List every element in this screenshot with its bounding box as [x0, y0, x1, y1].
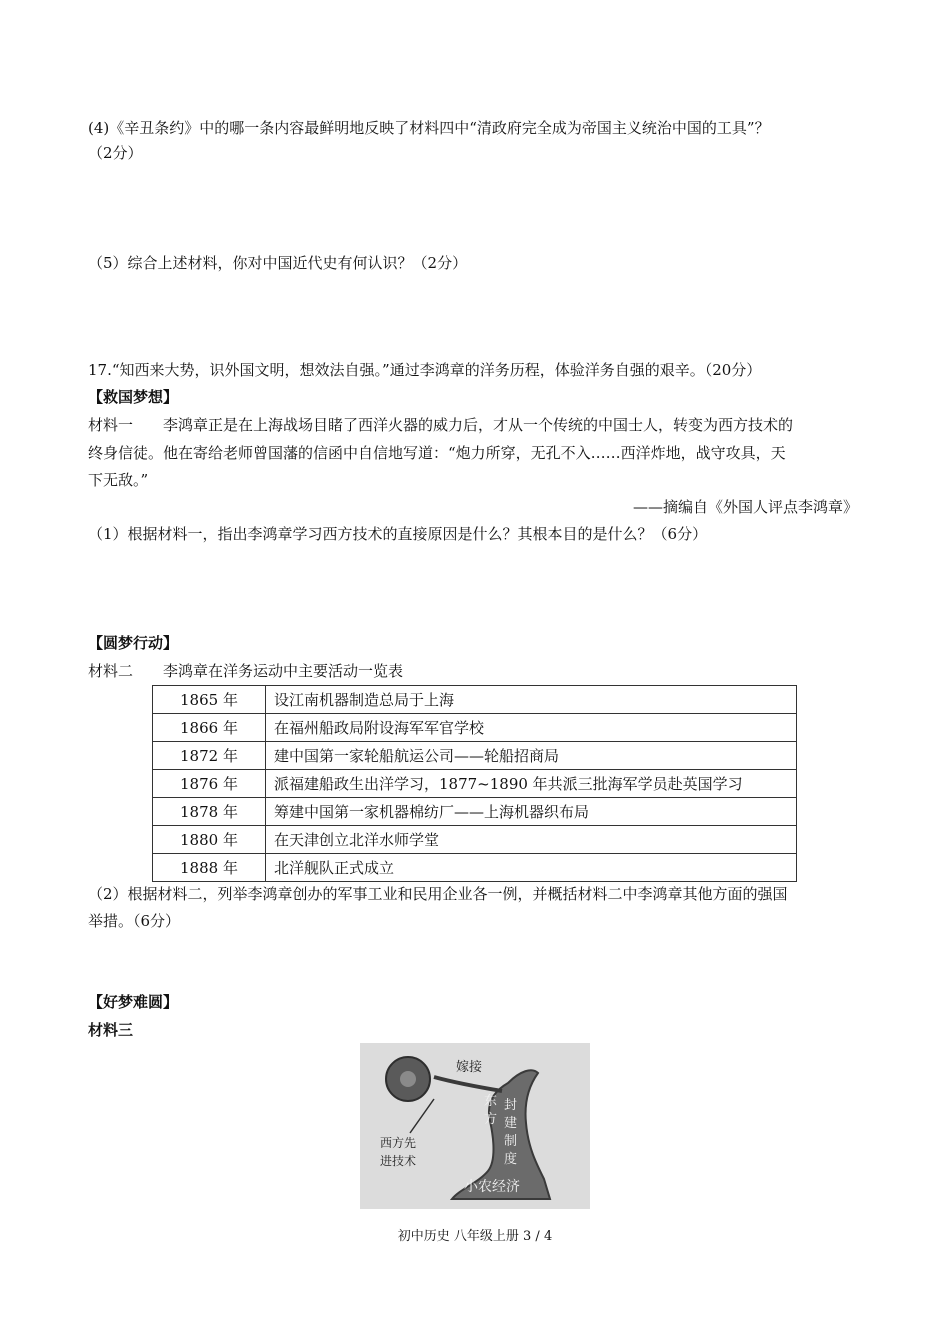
label-feudal-4: 度 — [504, 1152, 518, 1167]
flower-center — [400, 1071, 416, 1087]
table-cell-event: 在福州船政局附设海军军官学校 — [266, 714, 797, 742]
q16-sub4-line1: (4)《辛丑条约》中的哪一条内容最鲜明地反映了材料四中“清政府完全成为帝国主义统治中国的工具”？ — [88, 119, 770, 137]
material1-source: ——摘编自《外国人评点李鸿章》 — [632, 498, 858, 516]
grafting-cartoon — [360, 1043, 590, 1209]
table-cell-year: 1876 年 — [153, 770, 266, 798]
label-base: 小农经济 — [464, 1179, 520, 1195]
q17-sub2-line1: （2）根据材料二，列举李鸿章创办的军事工业和民用企业各一例，并概括材料二中李鸿章其他方面的强国 — [88, 885, 788, 903]
label-east-2: 方 — [484, 1112, 498, 1127]
table-row — [153, 686, 797, 714]
material1-line2: 终身信徒。他在寄给老师曾国藩的信函中自信地写道：“炮力所穿，无孔不入……西洋炸地，战守攻具，天 — [88, 444, 786, 462]
q17-stem: 17.“知西来大势，识外国文明，想效法自强。”通过李鸿章的洋务历程，体验洋务自强的艰辛。（20分） — [88, 361, 762, 379]
material1-line3: 下无敌。” — [88, 471, 149, 489]
q16-sub4-line2: （2分） — [88, 144, 143, 162]
material1-line1: 材料一 李鸿章正是在上海战场目睹了西洋火器的威力后，才从一个传统的中国士人，转变为西方技术的 — [88, 416, 794, 434]
table-row — [153, 742, 797, 770]
material3-title: 材料三 — [88, 1021, 134, 1039]
material2-title: 材料二 李鸿章在洋务运动中主要活动一览表 — [88, 662, 404, 680]
activities-table — [152, 685, 797, 882]
table-cell-event: 筹建中国第一家机器棉纺厂——上海机器织布局 — [266, 798, 797, 826]
table-cell-year: 1865 年 — [153, 686, 266, 714]
label-feudal-2: 建 — [504, 1116, 518, 1131]
table-cell-year: 1880 年 — [153, 826, 266, 854]
table-cell-year: 1888 年 — [153, 854, 266, 882]
label-east-1: 东 — [484, 1094, 498, 1109]
table-row — [153, 798, 797, 826]
table-cell-year: 1872 年 — [153, 742, 266, 770]
activities-table-body — [153, 686, 797, 882]
label-west-1: 西方先 — [380, 1136, 417, 1150]
table-row — [153, 770, 797, 798]
grafting-cartoon-svg — [360, 1043, 590, 1209]
q16-sub5: （5）综合上述材料，你对中国近代史有何认识？（2分） — [88, 254, 468, 272]
section-title-hard: 【好梦难圆】 — [88, 993, 179, 1011]
section-title-action: 【圆梦行动】 — [88, 634, 179, 652]
table-cell-event: 派福建船政生出洋学习，1877~1890 年共派三批海军学员赴英国学习 — [266, 770, 797, 798]
page-footer: 初中历史 八年级上册 3 / 4 — [397, 1229, 553, 1244]
table-cell-event: 在天津创立北洋水师学堂 — [266, 826, 797, 854]
table-cell-year: 1878 年 — [153, 798, 266, 826]
section-title-dream: 【救国梦想】 — [88, 388, 179, 406]
table-row — [153, 714, 797, 742]
label-west-2: 进技术 — [380, 1154, 417, 1168]
table-cell-year: 1866 年 — [153, 714, 266, 742]
table-cell-event: 建中国第一家轮船航运公司——轮船招商局 — [266, 742, 797, 770]
table-row — [153, 826, 797, 854]
table-cell-event: 设江南机器制造总局于上海 — [266, 686, 797, 714]
q17-sub2-line2: 举措。（6分） — [88, 912, 181, 930]
table-cell-event: 北洋舰队正式成立 — [266, 854, 797, 882]
q17-sub1: （1）根据材料一，指出李鸿章学习西方技术的直接原因是什么？其根本目的是什么？（6分） — [88, 525, 708, 543]
table-row — [153, 854, 797, 882]
label-graft: 嫁接 — [456, 1060, 483, 1075]
label-feudal-1: 封 — [504, 1098, 518, 1113]
label-feudal-3: 制 — [504, 1134, 518, 1149]
